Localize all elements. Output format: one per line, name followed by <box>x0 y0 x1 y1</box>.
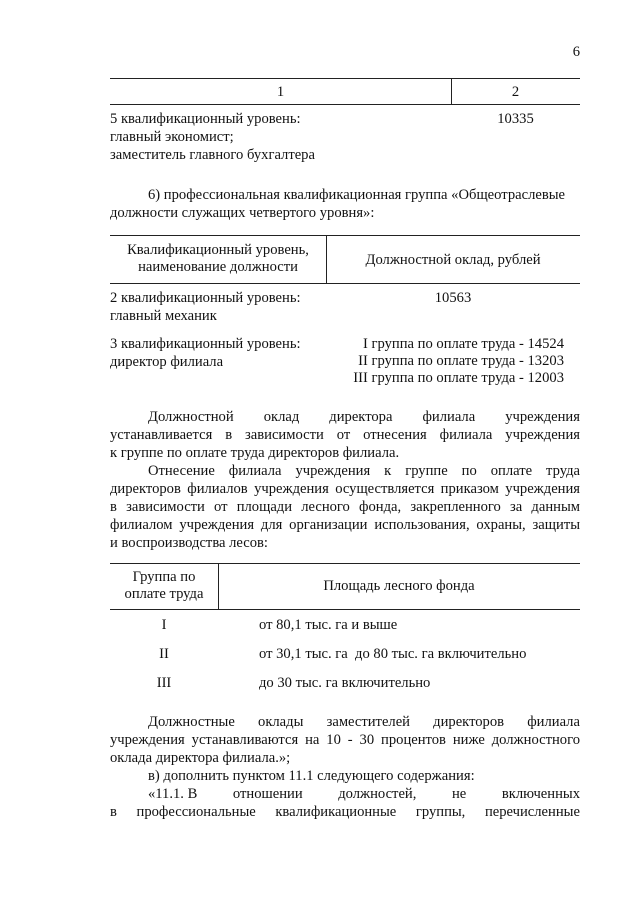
row-value: II группа по оплате труда - 13203 <box>358 353 564 369</box>
page-number: 6 <box>572 44 580 60</box>
column-header-salary: Должностной оклад, рублей <box>365 252 541 268</box>
row-text: главный механик <box>110 308 217 324</box>
row-text: 2 квалификационный уровень: <box>110 290 301 306</box>
row-area: от 30,1 тыс. га до 80 тыс. га включительно <box>259 646 527 662</box>
text-line: в профессиональные квалификационные группы, перечисленные <box>110 804 580 820</box>
text-line: Должностные оклады заместителей директоров филиала <box>148 714 580 730</box>
row-group: I <box>161 617 167 633</box>
header-line: Группа по <box>132 569 196 585</box>
text-line: Отнесение филиала учреждения к группе по оплате труда <box>148 463 580 479</box>
text-line: к группе по оплате труда директоров филиала. <box>110 445 400 461</box>
row-text: заместитель главного бухгалтера <box>110 147 315 163</box>
row-area: до 30 тыс. га включительно <box>259 675 431 691</box>
text-line: и воспроизводства лесов: <box>110 535 268 551</box>
header-line: наименование должности <box>138 259 298 275</box>
text-line: «11.1. В отношении должностей, не включенных <box>148 786 580 802</box>
column-header-group <box>110 569 218 603</box>
paragraph-v: в) дополнить пунктом 11.1 следующего содержания: <box>148 768 475 784</box>
column-header-position <box>110 242 326 276</box>
column-header-2: 2 <box>511 84 520 100</box>
text-line: филиалом учреждения для организации использования, охраны, защиты <box>110 517 580 533</box>
row-value: 10335 <box>497 111 534 127</box>
row-text: 5 квалификационный уровень: <box>110 111 301 127</box>
text-line: Должностной оклад директора филиала учреждения <box>148 409 580 425</box>
row-text: директор филиала <box>110 354 224 370</box>
text-line: 6) профессиональная квалификационная группа «Общеотраслевые <box>148 187 565 203</box>
text-line: оклада директора филиала.»; <box>110 750 291 766</box>
text-line: в зависимости от площади лесного фонда, закрепленного за данным <box>110 499 580 515</box>
row-group: II <box>159 646 169 662</box>
row-area: от 80,1 тыс. га и выше <box>259 617 398 633</box>
text-line: устанавливается в зависимости от отнесения филиала учреждения <box>110 427 580 443</box>
row-value: III группа по оплате труда - 12003 <box>353 370 564 386</box>
row-value: 10563 <box>434 290 472 306</box>
row-text: 3 квалификационный уровень: <box>110 336 301 352</box>
row-values <box>326 336 564 387</box>
row-value: I группа по оплате труда - 14524 <box>363 336 564 352</box>
text-line: должности служащих четвертого уровня»: <box>110 205 375 221</box>
header-line: оплате труда <box>124 586 204 602</box>
column-header-area: Площадь лесного фонда <box>323 578 475 594</box>
column-header-1: 1 <box>276 84 285 100</box>
text-line: директоров филиалов учреждения осуществляется приказом учреждения <box>110 481 580 497</box>
row-group: III <box>156 675 172 691</box>
row-text: главный экономист; <box>110 129 234 145</box>
header-line: Квалификационный уровень, <box>127 242 309 258</box>
text-line: учреждения устанавливаются на 10 - 30 процентов ниже должностного <box>110 732 580 748</box>
